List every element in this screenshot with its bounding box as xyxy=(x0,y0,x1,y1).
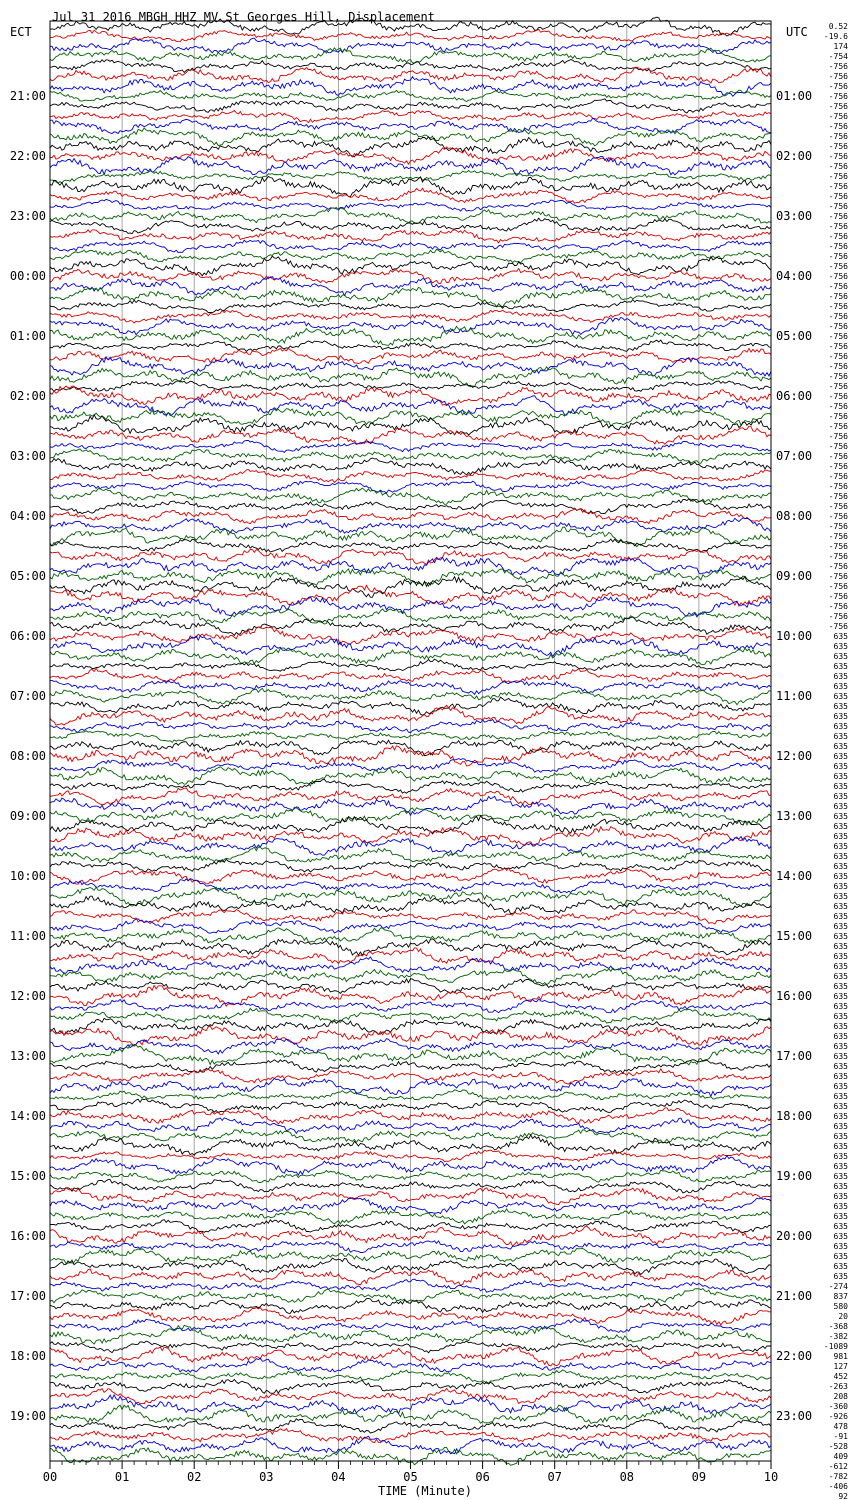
utc-hour-label: 20:00 xyxy=(776,1229,813,1243)
ect-hour-label: 21:00 xyxy=(9,89,46,103)
offset-label: -756 xyxy=(828,252,848,261)
utc-hour-label: 09:00 xyxy=(776,569,813,583)
offset-label: -368 xyxy=(828,1322,848,1331)
offset-label: -756 xyxy=(828,492,848,501)
offset-label: -756 xyxy=(828,512,848,521)
offset-label: 635 xyxy=(833,1022,848,1031)
utc-hour-label: 08:00 xyxy=(776,509,813,523)
offset-label: 635 xyxy=(833,662,848,671)
offset-label: -756 xyxy=(828,472,848,481)
offset-label: 635 xyxy=(833,1132,848,1141)
offset-label: 20 xyxy=(838,1312,848,1321)
offset-label: 635 xyxy=(833,1082,848,1091)
ect-hour-label: 08:00 xyxy=(9,749,46,763)
offset-label: -756 xyxy=(828,542,848,551)
ect-hour-label: 16:00 xyxy=(9,1229,46,1243)
utc-hour-label: 19:00 xyxy=(776,1169,813,1183)
offset-label: -756 xyxy=(828,212,848,221)
offset-label: 635 xyxy=(833,842,848,851)
offset-label: -756 xyxy=(828,402,848,411)
x-tick-label-05: 05 xyxy=(403,1470,418,1484)
offset-label: -756 xyxy=(828,612,848,621)
utc-hour-label: 07:00 xyxy=(776,449,813,463)
offset-label: -756 xyxy=(828,352,848,361)
offset-label: -756 xyxy=(828,602,848,611)
offset-label: 635 xyxy=(833,1272,848,1281)
offset-label: 635 xyxy=(833,982,848,991)
utc-hour-label: 10:00 xyxy=(776,629,813,643)
offset-label: 635 xyxy=(833,1232,848,1241)
offset-label: -756 xyxy=(828,272,848,281)
x-tick-label-09: 09 xyxy=(691,1470,707,1484)
ect-hour-label: 09:00 xyxy=(9,809,46,823)
offset-label: 478 xyxy=(833,1422,848,1431)
offset-label: 635 xyxy=(833,1112,848,1121)
x-tick-label-07: 07 xyxy=(547,1470,562,1484)
offset-label: -274 xyxy=(828,1282,848,1291)
utc-hour-label: 21:00 xyxy=(776,1289,813,1303)
offset-label: 635 xyxy=(833,792,848,801)
right-axis-label: UTC xyxy=(786,25,808,39)
offset-label: 635 xyxy=(833,1262,848,1271)
offset-label: -756 xyxy=(828,62,848,71)
offset-label: -756 xyxy=(828,532,848,541)
offset-label: 635 xyxy=(833,702,848,711)
offset-label: 635 xyxy=(833,1012,848,1021)
offset-label: 635 xyxy=(833,802,848,811)
offset-label: 0.52 xyxy=(828,22,848,31)
x-tick-label-10: 10 xyxy=(763,1470,779,1484)
left-axis-label: ECT xyxy=(10,25,32,39)
offset-label: 635 xyxy=(833,1202,848,1211)
offset-label: 635 xyxy=(833,732,848,741)
offset-label: 635 xyxy=(833,1002,848,1011)
offset-label: 635 xyxy=(833,632,848,641)
x-tick-label-04: 04 xyxy=(331,1470,346,1484)
offset-label: -406 xyxy=(828,1482,848,1491)
offset-label: -926 xyxy=(828,1412,848,1421)
offset-label: 635 xyxy=(833,922,848,931)
offset-label: 635 xyxy=(833,722,848,731)
ect-hour-label: 11:00 xyxy=(9,929,46,943)
offset-label: -756 xyxy=(828,82,848,91)
offset-label: -756 xyxy=(828,502,848,511)
offset-label: 635 xyxy=(833,1162,848,1171)
utc-hour-label: 15:00 xyxy=(776,929,813,943)
offset-label: -756 xyxy=(828,302,848,311)
offset-label: -756 xyxy=(828,522,848,531)
ect-hour-label: 07:00 xyxy=(9,689,46,703)
offset-label: -756 xyxy=(828,362,848,371)
offset-label: 635 xyxy=(833,1032,848,1041)
offset-label: -756 xyxy=(828,422,848,431)
offset-label: -756 xyxy=(828,342,848,351)
offset-label: 635 xyxy=(833,1192,848,1201)
offset-label: 635 xyxy=(833,932,848,941)
ect-hour-label: 06:00 xyxy=(9,629,46,643)
offset-label: -756 xyxy=(828,182,848,191)
offset-label: -263 xyxy=(828,1382,848,1391)
offset-label: -756 xyxy=(828,142,848,151)
offset-label: 208 xyxy=(833,1392,848,1401)
ect-hour-label: 18:00 xyxy=(9,1349,46,1363)
offset-label: -756 xyxy=(828,392,848,401)
offset-label: 635 xyxy=(833,1182,848,1191)
ect-hour-label: 10:00 xyxy=(9,869,46,883)
offset-label: -382 xyxy=(828,1332,848,1341)
offset-label: 635 xyxy=(833,902,848,911)
offset-label: 580 xyxy=(833,1302,848,1311)
offset-label: 635 xyxy=(833,1242,848,1251)
offset-label: 409 xyxy=(833,1452,848,1461)
x-tick-label-08: 08 xyxy=(619,1470,635,1484)
offset-label: 92 xyxy=(838,1492,848,1500)
offset-label: -782 xyxy=(828,1472,848,1481)
offset-label: 635 xyxy=(833,1142,848,1151)
offset-label: -756 xyxy=(828,382,848,391)
offset-label: 174 xyxy=(833,42,848,51)
offset-label: 127 xyxy=(833,1362,848,1371)
utc-hour-label: 14:00 xyxy=(776,869,813,883)
utc-hour-label: 23:00 xyxy=(776,1409,813,1423)
ect-hour-label: 13:00 xyxy=(9,1049,46,1063)
offset-label: 635 xyxy=(833,762,848,771)
ect-hour-label: 15:00 xyxy=(9,1169,46,1183)
offset-label: -756 xyxy=(828,172,848,181)
ect-hour-label: 01:00 xyxy=(9,329,46,343)
offset-label: 635 xyxy=(833,642,848,651)
offset-label: 635 xyxy=(833,992,848,1001)
ect-hour-label: 00:00 xyxy=(9,269,46,283)
offset-label: -756 xyxy=(828,582,848,591)
offset-label: 635 xyxy=(833,692,848,701)
x-tick-label-06: 06 xyxy=(475,1470,490,1484)
offset-label: -756 xyxy=(828,562,848,571)
utc-hour-label: 17:00 xyxy=(776,1049,813,1063)
offset-label: 635 xyxy=(833,1212,848,1221)
x-tick-label-02: 02 xyxy=(186,1470,202,1484)
offset-label: 635 xyxy=(833,812,848,821)
offset-label: 635 xyxy=(833,712,848,721)
offset-label: -756 xyxy=(828,122,848,131)
utc-hour-label: 22:00 xyxy=(776,1349,813,1363)
offset-label: 635 xyxy=(833,882,848,891)
offset-label: 635 xyxy=(833,742,848,751)
utc-hour-label: 01:00 xyxy=(776,89,813,103)
offset-label: -756 xyxy=(828,592,848,601)
offset-label: 635 xyxy=(833,682,848,691)
offset-label: 635 xyxy=(833,942,848,951)
offset-label: -91 xyxy=(833,1432,848,1441)
offset-label: -756 xyxy=(828,282,848,291)
offset-label: 635 xyxy=(833,872,848,881)
offset-label: 635 xyxy=(833,962,848,971)
ect-hour-label: 17:00 xyxy=(9,1289,46,1303)
offset-label: 635 xyxy=(833,1092,848,1101)
offset-label: 635 xyxy=(833,1172,848,1181)
offset-label: -756 xyxy=(828,72,848,81)
offset-label: 635 xyxy=(833,1062,848,1071)
offset-label: -756 xyxy=(828,452,848,461)
offset-label: -19.6 xyxy=(823,32,848,41)
offset-label: 452 xyxy=(833,1372,848,1381)
offset-label: -756 xyxy=(828,222,848,231)
offset-label: 635 xyxy=(833,1072,848,1081)
ect-hour-label: 22:00 xyxy=(9,149,46,163)
offset-label: -756 xyxy=(828,332,848,341)
offset-label: 837 xyxy=(833,1292,848,1301)
utc-hour-label: 12:00 xyxy=(776,749,813,763)
offset-label: -756 xyxy=(828,482,848,491)
x-tick-label-03: 03 xyxy=(259,1470,274,1484)
ect-hour-label: 12:00 xyxy=(9,989,46,1003)
utc-hour-label: 06:00 xyxy=(776,389,813,403)
offset-label: 635 xyxy=(833,832,848,841)
offset-label: -756 xyxy=(828,292,848,301)
offset-label: 635 xyxy=(833,1222,848,1231)
offset-label: -612 xyxy=(828,1462,848,1471)
offset-label: -754 xyxy=(828,52,848,61)
ect-hour-label: 23:00 xyxy=(9,209,46,223)
ect-hour-label: 03:00 xyxy=(9,449,46,463)
offset-label: 635 xyxy=(833,892,848,901)
offset-label: -756 xyxy=(828,92,848,101)
chart-title: Jul 31 2016 MBGH HHZ MV St Georges Hill, Displacement xyxy=(52,10,435,24)
offset-label: 635 xyxy=(833,1052,848,1061)
ect-hour-label: 04:00 xyxy=(9,509,46,523)
offset-label: -1089 xyxy=(823,1342,848,1351)
offset-label: -756 xyxy=(828,462,848,471)
offset-label: -756 xyxy=(828,132,848,141)
offset-label: 635 xyxy=(833,672,848,681)
offset-label: -756 xyxy=(828,572,848,581)
offset-label: -756 xyxy=(828,412,848,421)
utc-hour-label: 04:00 xyxy=(776,269,813,283)
utc-hour-label: 16:00 xyxy=(776,989,813,1003)
offset-label: 635 xyxy=(833,1152,848,1161)
utc-hour-label: 18:00 xyxy=(776,1109,813,1123)
utc-hour-label: 13:00 xyxy=(776,809,813,823)
offset-label: -756 xyxy=(828,622,848,631)
utc-hour-label: 11:00 xyxy=(776,689,813,703)
offset-label: 635 xyxy=(833,862,848,871)
offset-label: -756 xyxy=(828,262,848,271)
offset-label: 635 xyxy=(833,752,848,761)
offset-label: -756 xyxy=(828,112,848,121)
offset-label: -756 xyxy=(828,312,848,321)
offset-label: 635 xyxy=(833,782,848,791)
offset-label: 635 xyxy=(833,652,848,661)
offset-label: -756 xyxy=(828,102,848,111)
utc-hour-label: 02:00 xyxy=(776,149,813,163)
x-tick-label-01: 01 xyxy=(114,1470,130,1484)
offset-label: 635 xyxy=(833,1252,848,1261)
utc-hour-label: 03:00 xyxy=(776,209,813,223)
offset-label: 635 xyxy=(833,822,848,831)
offset-label: -756 xyxy=(828,552,848,561)
offset-label: -756 xyxy=(828,442,848,451)
ect-hour-label: 05:00 xyxy=(9,569,46,583)
offset-label: -360 xyxy=(828,1402,848,1411)
offset-label: -756 xyxy=(828,432,848,441)
offset-label: 981 xyxy=(833,1352,848,1361)
offset-label: 635 xyxy=(833,1102,848,1111)
utc-hour-label: 05:00 xyxy=(776,329,813,343)
offset-label: -756 xyxy=(828,202,848,211)
ect-hour-label: 14:00 xyxy=(9,1109,46,1123)
x-axis-title: TIME (Minute) xyxy=(378,1484,472,1498)
offset-label: 635 xyxy=(833,1042,848,1051)
offset-label: 635 xyxy=(833,972,848,981)
x-tick-label-00: 00 xyxy=(42,1470,58,1484)
offset-label: 635 xyxy=(833,772,848,781)
offset-label: 635 xyxy=(833,912,848,921)
offset-label: -756 xyxy=(828,242,848,251)
offset-label: -756 xyxy=(828,322,848,331)
ect-hour-label: 02:00 xyxy=(9,389,46,403)
offset-label: 635 xyxy=(833,1122,848,1131)
offset-label: -528 xyxy=(828,1442,848,1451)
offset-label: 635 xyxy=(833,952,848,961)
offset-label: -756 xyxy=(828,192,848,201)
offset-label: 635 xyxy=(833,852,848,861)
offset-label: -756 xyxy=(828,232,848,241)
offset-label: -756 xyxy=(828,162,848,171)
ect-hour-label: 19:00 xyxy=(9,1409,46,1423)
offset-label: -756 xyxy=(828,372,848,381)
offset-label: -756 xyxy=(828,152,848,161)
